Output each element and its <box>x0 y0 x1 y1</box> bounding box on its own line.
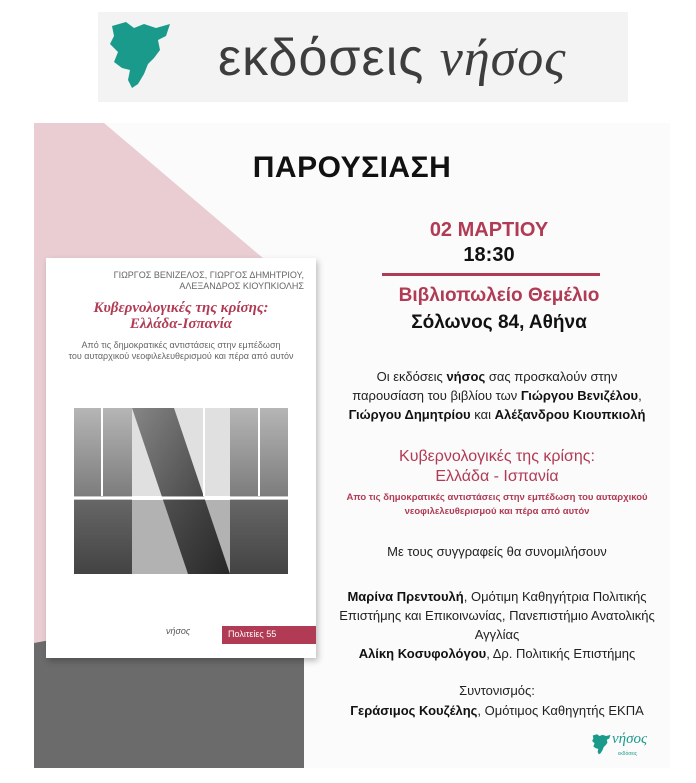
speaker-name: Αλίκη Κοσυφολόγου <box>358 646 487 661</box>
speaker-name: Μαρίνα Πρεντουλή <box>347 589 464 604</box>
event-address: Σόλωνος 84, Αθήνα <box>411 312 587 333</box>
event-venue: Βιβλιοπωλείο Θεμέλιο <box>398 285 600 306</box>
invitation-text: Οι εκδόσεις νήσος σας προσκαλούν στην παρουσίαση του βιβλίου των Γιώργου Βενιζέλου, Γιώργου Δημητρίου και Αλέξανδρου Κιουπκιολή <box>348 369 646 422</box>
footer-brand: νήσος <box>612 731 648 747</box>
island-logo-icon <box>104 18 174 90</box>
coordinator: Γεράσιμος Κουζέλης, Ομότιμος Καθηγητής ΕΚΠΑ <box>350 703 644 718</box>
brand-regular: εκδόσεις <box>218 29 440 87</box>
book-cover-title: Κυβερνολογικές της κρίσης: Ελλάδα-Ισπανία <box>93 300 269 332</box>
event-heading: ΠΑΡΟΥΣΙΑΣΗ <box>252 151 452 184</box>
book-authors: ΓΙΩΡΓΟΣ ΒΕΝΙΖΕΛΟΣ, ΓΙΩΡΓΟΣ ΔΗΜΗΤΡΙΟΥ, ΑΛΕΞΑΝΔΡΟΣ ΚΙΟΥΠΚΙΟΛΗΣ <box>113 270 304 291</box>
footer-logo <box>590 729 650 759</box>
event-poster <box>34 123 670 768</box>
speakers-intro: Με τους συγγραφείς θα συνομιλήσουν <box>387 544 607 559</box>
island-logo-icon <box>590 733 612 755</box>
publisher-header <box>98 12 628 102</box>
book-subtitle: Απο τις δημοκρατικές αντιστάσεις στην εμπέδωση του αυταρχικού νεοφιλελευθερισμού και πέρα από αυτόν <box>346 492 648 517</box>
book-cover-subtitle: Από τις δημοκρατικές αντιστάσεις στην εμπέδωση του αυταρχικού νεοφιλελευθερισμού και πέρα από αυτόν <box>68 340 294 361</box>
brand-italic: νήσος <box>439 30 567 87</box>
divider <box>382 273 600 276</box>
publisher-name <box>218 28 566 88</box>
event-time: 18:30 <box>463 244 515 266</box>
book-series-badge: Πολιτείες 55 <box>222 626 316 644</box>
n-letter-photo-collage <box>74 408 288 574</box>
coordination-label: Συντονισμός: <box>459 683 535 698</box>
event-date: 02 ΜΑΡΤΙΟΥ <box>429 219 549 241</box>
speakers-list: Μαρίνα Πρεντουλή, Ομότιμη Καθηγήτρια Πολιτικής Επιστήμης και Επικοινωνίας, Πανεπιστήμιο Ανατολικής Αγγλίας Αλίκη Κοσυφολόγου, Δρ. Πολιτικής Επιστήμης <box>339 589 655 661</box>
book-title: Κυβερνολογικές της κρίσης: Ελλάδα - Ισπανία <box>399 448 595 485</box>
footer-brand-sub: εκδόσεις <box>618 751 638 757</box>
book-cover <box>46 258 316 658</box>
book-publisher: νήσος <box>166 626 191 636</box>
